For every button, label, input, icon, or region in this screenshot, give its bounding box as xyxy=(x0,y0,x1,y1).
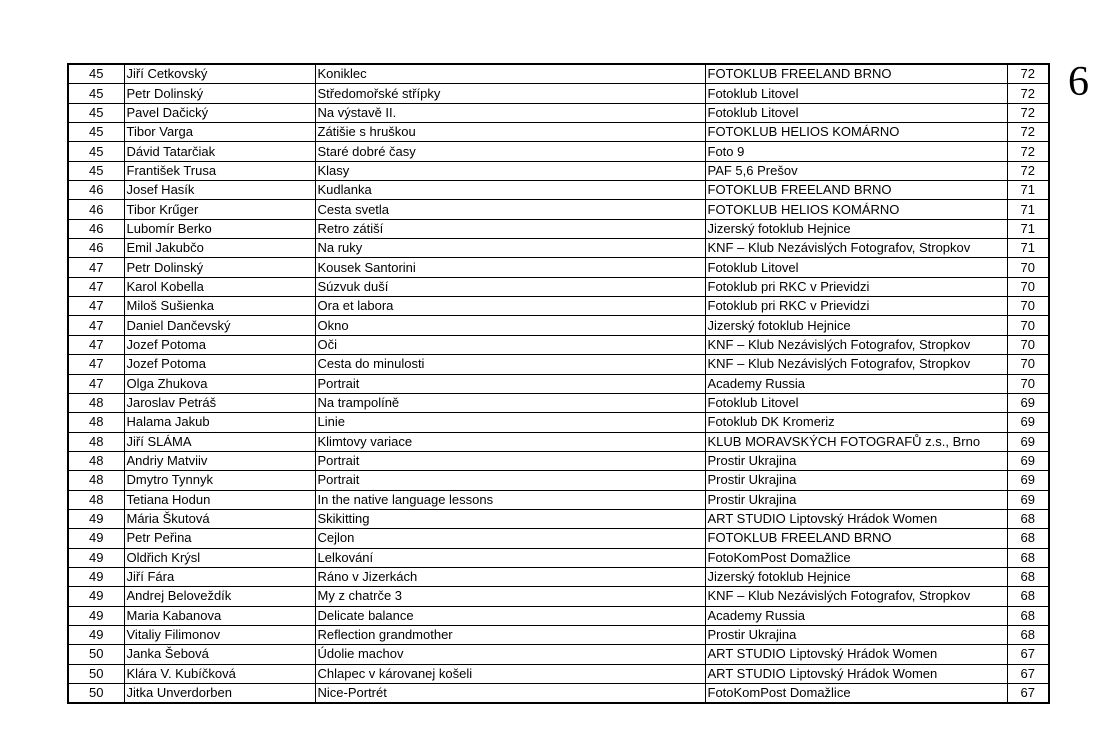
author-cell: Dmytro Tynnyk xyxy=(124,471,315,490)
author-cell: Josef Hasík xyxy=(124,181,315,200)
rank-cell: 46 xyxy=(68,239,124,258)
author-cell: Jozef Potoma xyxy=(124,355,315,374)
rank-cell: 49 xyxy=(68,587,124,606)
score-cell: 70 xyxy=(1007,258,1049,277)
club-cell: KNF – Klub Nezávislých Fotografov, Stropkov xyxy=(705,239,1007,258)
rank-cell: 49 xyxy=(68,509,124,528)
table-row xyxy=(68,355,1049,374)
table-row xyxy=(68,490,1049,509)
score-cell: 69 xyxy=(1007,490,1049,509)
author-cell: Jitka Unverdorben xyxy=(124,684,315,704)
club-cell: Academy Russia xyxy=(705,374,1007,393)
score-cell: 71 xyxy=(1007,219,1049,238)
club-cell: Prostir Ukrajina xyxy=(705,451,1007,470)
photo-title-cell: Okno xyxy=(315,316,705,335)
author-cell: Jozef Potoma xyxy=(124,335,315,354)
author-cell: Halama Jakub xyxy=(124,413,315,432)
table-row xyxy=(68,103,1049,122)
rank-cell: 47 xyxy=(68,258,124,277)
photo-title-cell: Kousek Santorini xyxy=(315,258,705,277)
author-cell: Vitaliy Filimonov xyxy=(124,625,315,644)
table-row xyxy=(68,297,1049,316)
table-row xyxy=(68,335,1049,354)
photo-title-cell: Zátišie s hruškou xyxy=(315,123,705,142)
score-cell: 70 xyxy=(1007,277,1049,296)
results-table xyxy=(67,63,1050,704)
score-cell: 68 xyxy=(1007,509,1049,528)
table-row xyxy=(68,200,1049,219)
author-cell: Andrej Beloveždík xyxy=(124,587,315,606)
club-cell: Prostir Ukrajina xyxy=(705,490,1007,509)
photo-title-cell: Reflection grandmother xyxy=(315,625,705,644)
score-cell: 68 xyxy=(1007,567,1049,586)
author-cell: Daniel Dančevský xyxy=(124,316,315,335)
score-cell: 72 xyxy=(1007,142,1049,161)
rank-cell: 49 xyxy=(68,529,124,548)
photo-title-cell: Klimtovy variace xyxy=(315,432,705,451)
author-cell: Petr Dolinský xyxy=(124,84,315,103)
club-cell: Fotoklub Litovel xyxy=(705,393,1007,412)
rank-cell: 50 xyxy=(68,684,124,704)
photo-title-cell: Kudlanka xyxy=(315,181,705,200)
photo-title-cell: Cesta svetla xyxy=(315,200,705,219)
score-cell: 72 xyxy=(1007,64,1049,84)
rank-cell: 45 xyxy=(68,123,124,142)
club-cell: Fotoklub DK Kromeriz xyxy=(705,413,1007,432)
author-cell: Oldřich Krýsl xyxy=(124,548,315,567)
score-cell: 71 xyxy=(1007,200,1049,219)
photo-title-cell: Na výstavě II. xyxy=(315,103,705,122)
table-row xyxy=(68,161,1049,180)
club-cell: Fotoklub pri RKC v Prievidzi xyxy=(705,277,1007,296)
table-row xyxy=(68,471,1049,490)
photo-title-cell: Ora et labora xyxy=(315,297,705,316)
author-cell: Janka Šebová xyxy=(124,645,315,664)
rank-cell: 48 xyxy=(68,451,124,470)
club-cell: ART STUDIO Liptovský Hrádok Women xyxy=(705,509,1007,528)
table-row xyxy=(68,684,1049,704)
rank-cell: 48 xyxy=(68,413,124,432)
club-cell: Foto 9 xyxy=(705,142,1007,161)
author-cell: Olga Zhukova xyxy=(124,374,315,393)
score-cell: 68 xyxy=(1007,529,1049,548)
score-cell: 70 xyxy=(1007,374,1049,393)
author-cell: Jiří Cetkovský xyxy=(124,64,315,84)
rank-cell: 49 xyxy=(68,625,124,644)
photo-title-cell: Linie xyxy=(315,413,705,432)
author-cell: Karol Kobella xyxy=(124,277,315,296)
table-row xyxy=(68,219,1049,238)
photo-title-cell: Údolie machov xyxy=(315,645,705,664)
photo-title-cell: My z chatrče 3 xyxy=(315,587,705,606)
author-cell: Jiří Fára xyxy=(124,567,315,586)
score-cell: 67 xyxy=(1007,684,1049,704)
table-row xyxy=(68,548,1049,567)
score-cell: 69 xyxy=(1007,432,1049,451)
score-cell: 70 xyxy=(1007,297,1049,316)
rank-cell: 46 xyxy=(68,200,124,219)
club-cell: Fotoklub pri RKC v Prievidzi xyxy=(705,297,1007,316)
rank-cell: 50 xyxy=(68,645,124,664)
table-row xyxy=(68,529,1049,548)
table-row xyxy=(68,606,1049,625)
club-cell: Prostir Ukrajina xyxy=(705,471,1007,490)
club-cell: FOTOKLUB HELIOS KOMÁRNO xyxy=(705,123,1007,142)
table-row xyxy=(68,64,1049,84)
table-row xyxy=(68,509,1049,528)
club-cell: FotoKomPost Domažlice xyxy=(705,548,1007,567)
table-row xyxy=(68,587,1049,606)
score-cell: 67 xyxy=(1007,664,1049,683)
rank-cell: 45 xyxy=(68,84,124,103)
table-row xyxy=(68,123,1049,142)
table-row xyxy=(68,625,1049,644)
rank-cell: 50 xyxy=(68,664,124,683)
photo-title-cell: Chlapec v károvanej košeli xyxy=(315,664,705,683)
score-cell: 69 xyxy=(1007,471,1049,490)
rank-cell: 48 xyxy=(68,490,124,509)
club-cell: KNF – Klub Nezávislých Fotografov, Stropkov xyxy=(705,355,1007,374)
table-row xyxy=(68,413,1049,432)
club-cell: FOTOKLUB FREELAND BRNO xyxy=(705,529,1007,548)
club-cell: ART STUDIO Liptovský Hrádok Women xyxy=(705,645,1007,664)
rank-cell: 45 xyxy=(68,64,124,84)
rank-cell: 45 xyxy=(68,161,124,180)
author-cell: Andriy Matviiv xyxy=(124,451,315,470)
rank-cell: 47 xyxy=(68,355,124,374)
table-row xyxy=(68,239,1049,258)
club-cell: KNF – Klub Nezávislých Fotografov, Stropkov xyxy=(705,587,1007,606)
photo-title-cell: Koniklec xyxy=(315,64,705,84)
rank-cell: 47 xyxy=(68,297,124,316)
author-cell: Petr Dolinský xyxy=(124,258,315,277)
score-cell: 72 xyxy=(1007,161,1049,180)
author-cell: Tibor Krűger xyxy=(124,200,315,219)
table-row xyxy=(68,374,1049,393)
photo-title-cell: Skikitting xyxy=(315,509,705,528)
photo-title-cell: Na trampolíně xyxy=(315,393,705,412)
table-row xyxy=(68,451,1049,470)
author-cell: Petr Peřina xyxy=(124,529,315,548)
club-cell: KNF – Klub Nezávislých Fotografov, Stropkov xyxy=(705,335,1007,354)
photo-title-cell: Retro zátiší xyxy=(315,219,705,238)
author-cell: Jaroslav Petráš xyxy=(124,393,315,412)
rank-cell: 47 xyxy=(68,316,124,335)
rank-cell: 48 xyxy=(68,393,124,412)
rank-cell: 47 xyxy=(68,335,124,354)
rank-cell: 45 xyxy=(68,142,124,161)
score-cell: 70 xyxy=(1007,335,1049,354)
table-row xyxy=(68,181,1049,200)
table-row xyxy=(68,567,1049,586)
rank-cell: 46 xyxy=(68,181,124,200)
club-cell: FOTOKLUB HELIOS KOMÁRNO xyxy=(705,200,1007,219)
author-cell: Miloš Sušienka xyxy=(124,297,315,316)
table-row xyxy=(68,84,1049,103)
author-cell: Pavel Dačický xyxy=(124,103,315,122)
photo-title-cell: Portrait xyxy=(315,451,705,470)
photo-title-cell: In the native language lessons xyxy=(315,490,705,509)
rank-cell: 46 xyxy=(68,219,124,238)
author-cell: Emil Jakubčo xyxy=(124,239,315,258)
rank-cell: 49 xyxy=(68,606,124,625)
table-row xyxy=(68,645,1049,664)
rank-cell: 48 xyxy=(68,432,124,451)
club-cell: FOTOKLUB FREELAND BRNO xyxy=(705,64,1007,84)
rank-cell: 49 xyxy=(68,548,124,567)
rank-cell: 49 xyxy=(68,567,124,586)
author-cell: Dávid Tatarčiak xyxy=(124,142,315,161)
page-number: 6 xyxy=(1068,59,1089,105)
club-cell: FotoKomPost Domažlice xyxy=(705,684,1007,704)
score-cell: 72 xyxy=(1007,123,1049,142)
score-cell: 68 xyxy=(1007,587,1049,606)
author-cell: Klára V. Kubíčková xyxy=(124,664,315,683)
table-row xyxy=(68,316,1049,335)
author-cell: Tetiana Hodun xyxy=(124,490,315,509)
rank-cell: 45 xyxy=(68,103,124,122)
table-row xyxy=(68,432,1049,451)
table-row xyxy=(68,142,1049,161)
club-cell: FOTOKLUB FREELAND BRNO xyxy=(705,181,1007,200)
club-cell: Jizerský fotoklub Hejnice xyxy=(705,316,1007,335)
photo-title-cell: Oči xyxy=(315,335,705,354)
club-cell: Prostir Ukrajina xyxy=(705,625,1007,644)
photo-title-cell: Středomořské střípky xyxy=(315,84,705,103)
author-cell: Maria Kabanova xyxy=(124,606,315,625)
club-cell: Jizerský fotoklub Hejnice xyxy=(705,219,1007,238)
photo-title-cell: Cesta do minulosti xyxy=(315,355,705,374)
author-cell: Lubomír Berko xyxy=(124,219,315,238)
score-cell: 69 xyxy=(1007,393,1049,412)
photo-title-cell: Portrait xyxy=(315,471,705,490)
photo-title-cell: Lelkování xyxy=(315,548,705,567)
score-cell: 72 xyxy=(1007,84,1049,103)
author-cell: Tibor Varga xyxy=(124,123,315,142)
photo-title-cell: Delicate balance xyxy=(315,606,705,625)
score-cell: 70 xyxy=(1007,316,1049,335)
photo-title-cell: Súzvuk duší xyxy=(315,277,705,296)
club-cell: KLUB MORAVSKÝCH FOTOGRAFŮ z.s., Brno xyxy=(705,432,1007,451)
club-cell: Fotoklub Litovel xyxy=(705,84,1007,103)
photo-title-cell: Staré dobré časy xyxy=(315,142,705,161)
score-cell: 71 xyxy=(1007,181,1049,200)
score-cell: 71 xyxy=(1007,239,1049,258)
table-row xyxy=(68,258,1049,277)
photo-title-cell: Na ruky xyxy=(315,239,705,258)
club-cell: Fotoklub Litovel xyxy=(705,103,1007,122)
club-cell: Jizerský fotoklub Hejnice xyxy=(705,567,1007,586)
results-table-body xyxy=(68,64,1049,703)
score-cell: 67 xyxy=(1007,645,1049,664)
photo-title-cell: Klasy xyxy=(315,161,705,180)
author-cell: František Trusa xyxy=(124,161,315,180)
rank-cell: 47 xyxy=(68,277,124,296)
photo-title-cell: Ráno v Jizerkách xyxy=(315,567,705,586)
author-cell: Jiří SLÁMA xyxy=(124,432,315,451)
score-cell: 69 xyxy=(1007,413,1049,432)
score-cell: 68 xyxy=(1007,548,1049,567)
table-row xyxy=(68,664,1049,683)
club-cell: PAF 5,6 Prešov xyxy=(705,161,1007,180)
club-cell: Fotoklub Litovel xyxy=(705,258,1007,277)
score-cell: 72 xyxy=(1007,103,1049,122)
score-cell: 69 xyxy=(1007,451,1049,470)
photo-title-cell: Portrait xyxy=(315,374,705,393)
score-cell: 68 xyxy=(1007,625,1049,644)
author-cell: Mária Škutová xyxy=(124,509,315,528)
score-cell: 68 xyxy=(1007,606,1049,625)
club-cell: Academy Russia xyxy=(705,606,1007,625)
table-row xyxy=(68,393,1049,412)
score-cell: 70 xyxy=(1007,355,1049,374)
club-cell: ART STUDIO Liptovský Hrádok Women xyxy=(705,664,1007,683)
photo-title-cell: Cejlon xyxy=(315,529,705,548)
rank-cell: 47 xyxy=(68,374,124,393)
photo-title-cell: Nice-Portrét xyxy=(315,684,705,704)
table-row xyxy=(68,277,1049,296)
rank-cell: 48 xyxy=(68,471,124,490)
